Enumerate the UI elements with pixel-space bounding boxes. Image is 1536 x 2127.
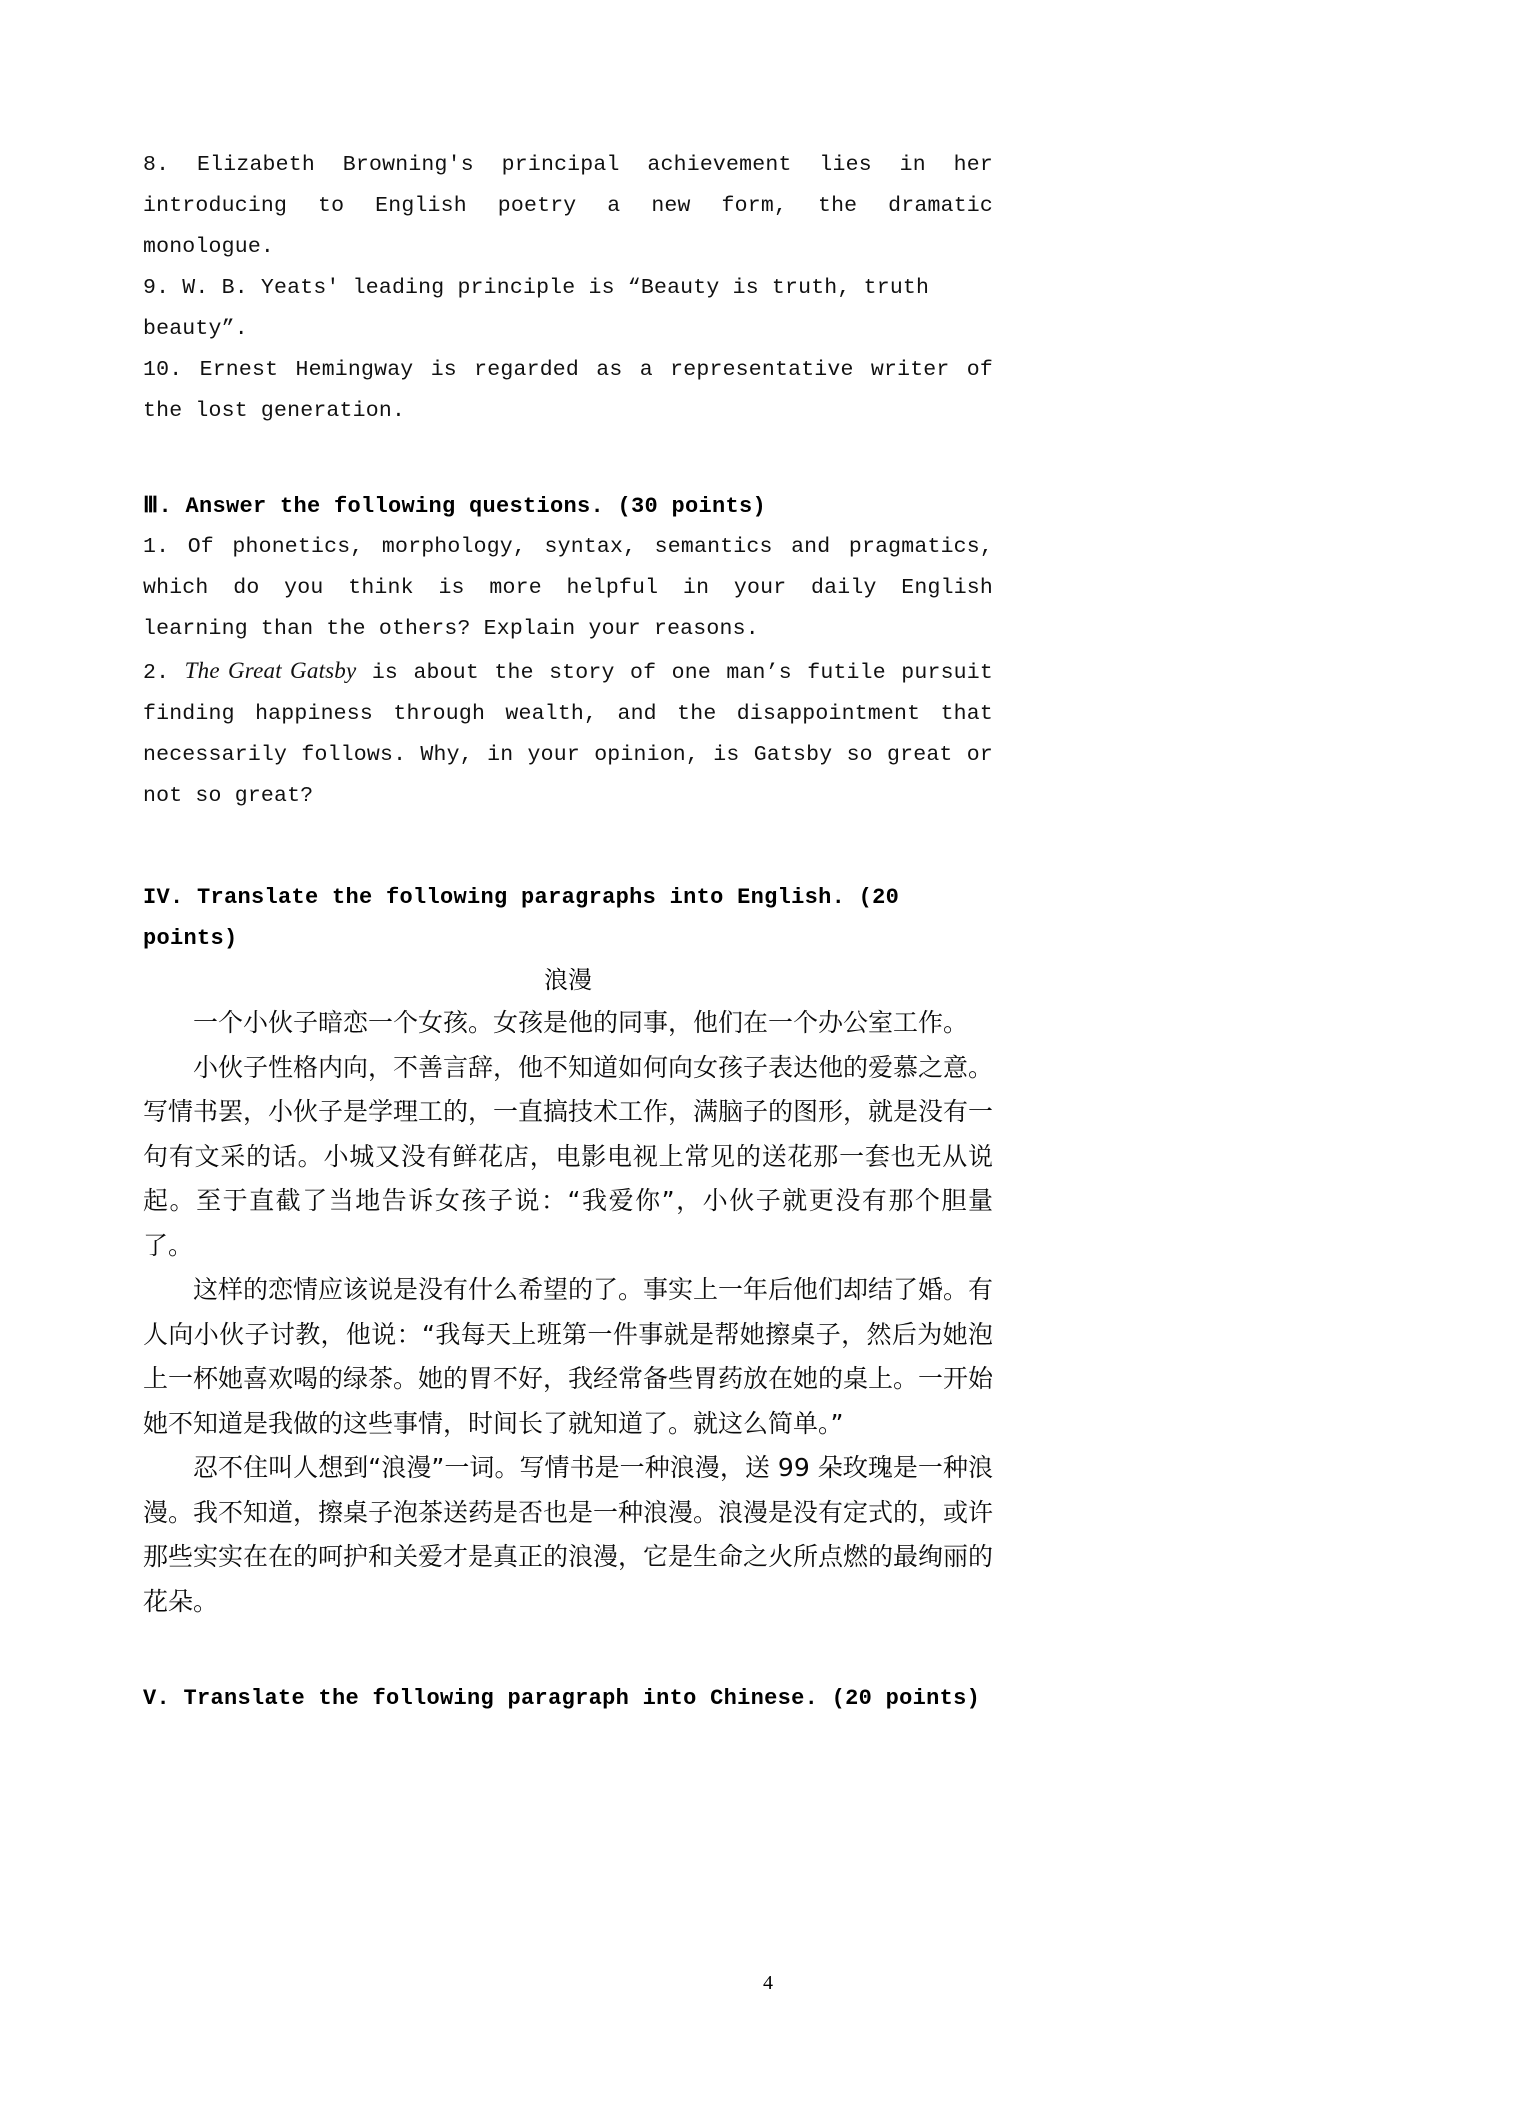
section-five-heading: V. Translate the following paragraph into Chinese. (20 points) xyxy=(143,1686,981,1711)
spacer-after-section-four xyxy=(143,1624,993,1678)
section-two-item-10: 10. Ernest Hemingway is regarded as a representative writer of the lost generation. xyxy=(143,358,993,423)
passage-paragraph-3: 这样的恋情应该说是没有什么希望的了。事实上一年后他们却结了婚。有人向小伙子讨教，他说：“我每天上班第一件事就是帮她擦桌子，然后为她泡上一杯她喜欢喝的绿茶。她的胃不好，我经常备些胃药放在她的桌上。一开始她不知道是我做的这些事情，时间长了就知道了。就这么简单。” xyxy=(143,1275,994,1438)
section-three-question-2 xyxy=(143,650,993,817)
passage-paragraph-4: 忍不住叫人想到“浪漫”一词。写情书是一种浪漫，送 99 朵玫瑰是一种浪漫。我不知道，擦桌子泡茶送药是否也是一种浪漫。浪漫是没有定式的，或许那些实实在在的呵护和关爱才是真正的浪漫，它是生命之火所点燃的最绚丽的花朵。 xyxy=(143,1453,994,1616)
translation-passage-title: 浪漫 xyxy=(544,966,592,994)
passage-paragraph-2: 小伙子性格内向，不善言辞，他不知道如何向女孩子表达他的爱慕之意。写情书罢，小伙子是学理工的，一直搞技术工作，满脑子的图形，就是没有一句有文采的话。小城又没有鲜花店，电影电视上常见的送花那一套也无从说起。至于直截了当地告诉女孩子说：“我爱你”，小伙子就更没有那个胆量了。 xyxy=(143,1052,994,1260)
question-1-text: Of phonetics, morphology, syntax, semantics and pragmatics, which do you think is more helpful in your daily English learning than the others? Explain your reasons. xyxy=(143,535,993,641)
section-four-heading: IV. Translate the following paragraphs into English. (20 points) xyxy=(143,885,900,951)
section-three-question-1 xyxy=(143,527,993,650)
passage-paragraph-1: 一个小伙子暗恋一个女孩。女孩是他的同事，他们在一个办公室工作。 xyxy=(193,1008,969,1037)
page-content xyxy=(143,145,993,1719)
book-title-the-great-gatsby: The Great Gatsby xyxy=(184,658,357,683)
section-two-item-8: 8. Elizabeth Browning's principal achievement lies in her introducing to English poetry a new form, the dramatic monologue. xyxy=(143,153,993,259)
spacer-after-section-two xyxy=(143,432,993,486)
question-2-text: is about the story of one man’s futile pursuit finding happiness through wealth, and the disappointment that necessarily follows. Why, in your opinion, is Gatsby so great or not so great? xyxy=(143,661,993,808)
spacer-after-section-three xyxy=(143,817,993,877)
section-two-items xyxy=(143,145,993,432)
question-2-number: 2. xyxy=(143,661,170,685)
section-two-item-9: 9. W. B. Yeats' leading principle is “Beauty is truth, truth beauty”. xyxy=(143,276,930,341)
question-1-number: 1. xyxy=(143,535,170,559)
section-three-heading: Ⅲ. Answer the following questions. (30 points) xyxy=(143,494,767,519)
page-number: 4 xyxy=(763,1972,773,1994)
